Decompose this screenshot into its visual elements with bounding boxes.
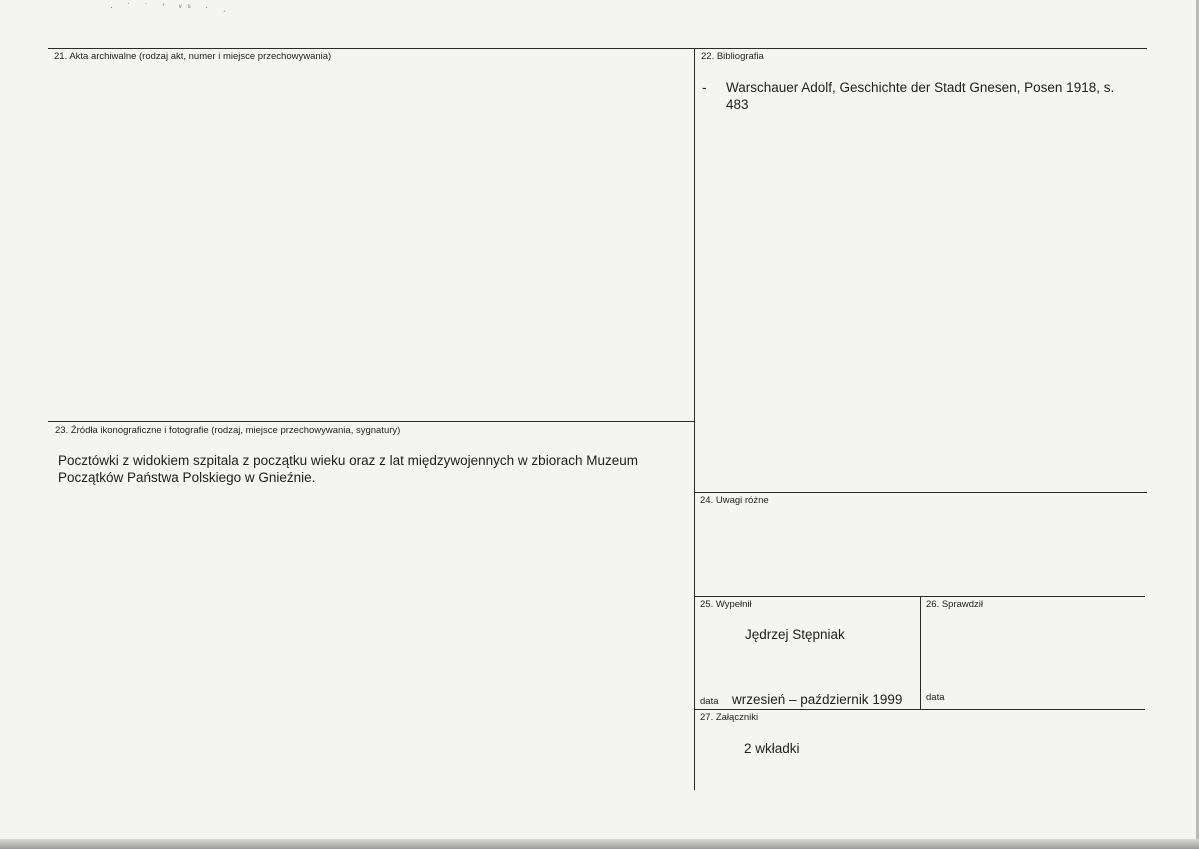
page-edge-bottom (0, 839, 1199, 849)
section-26-label: 26. Sprawdził (926, 599, 984, 610)
iconography-text-line1: Pocztówki z widokiem szpitala z początku wieku oraz z lat międzywojennych w zbiorach Muzeum (58, 453, 638, 468)
bibliography-bullet: - (702, 80, 707, 95)
scan-specks: · ˙ ˙ ' ᵛˢ · ˏ (110, 2, 232, 12)
filled-by-name: Jędrzej Stępniak (745, 627, 845, 642)
top-rule (48, 48, 1147, 49)
middle-divider (694, 48, 695, 790)
section-25-label: 25. Wypełnił (700, 599, 752, 610)
section-26-date-label: data (926, 692, 945, 703)
bibliography-entry-line1: Warschauer Adolf, Geschichte der Stadt Gnesen, Posen 1918, s. (726, 80, 1115, 95)
attachments-value: 2 wkładki (744, 741, 800, 756)
filled-date-value: wrzesień – październik 1999 (732, 692, 903, 707)
section-21-label: 21. Akta archiwalne (rodzaj akt, numer i miejsce przechowywania) (54, 51, 332, 62)
divider-25-26 (920, 596, 921, 710)
section-25-date-label: data (700, 696, 719, 707)
section-27-label: 27. Załączniki (700, 712, 759, 723)
bibliography-entry-line2: 483 (726, 97, 749, 112)
iconography-text-line2: Początków Państwa Polskiego w Gnieźnie. (58, 470, 316, 485)
section-24-label: 24. Uwagi różne (700, 495, 769, 506)
rule-24 (694, 492, 1147, 493)
rule-23 (48, 421, 695, 422)
rule-27 (694, 709, 1145, 710)
section-23-label: 23. Źródła ikonograficzne i fotografie (rodzaj, miejsce przechowywania, sygnatury) (55, 425, 401, 436)
section-22-label: 22. Bibliografia (701, 51, 764, 62)
